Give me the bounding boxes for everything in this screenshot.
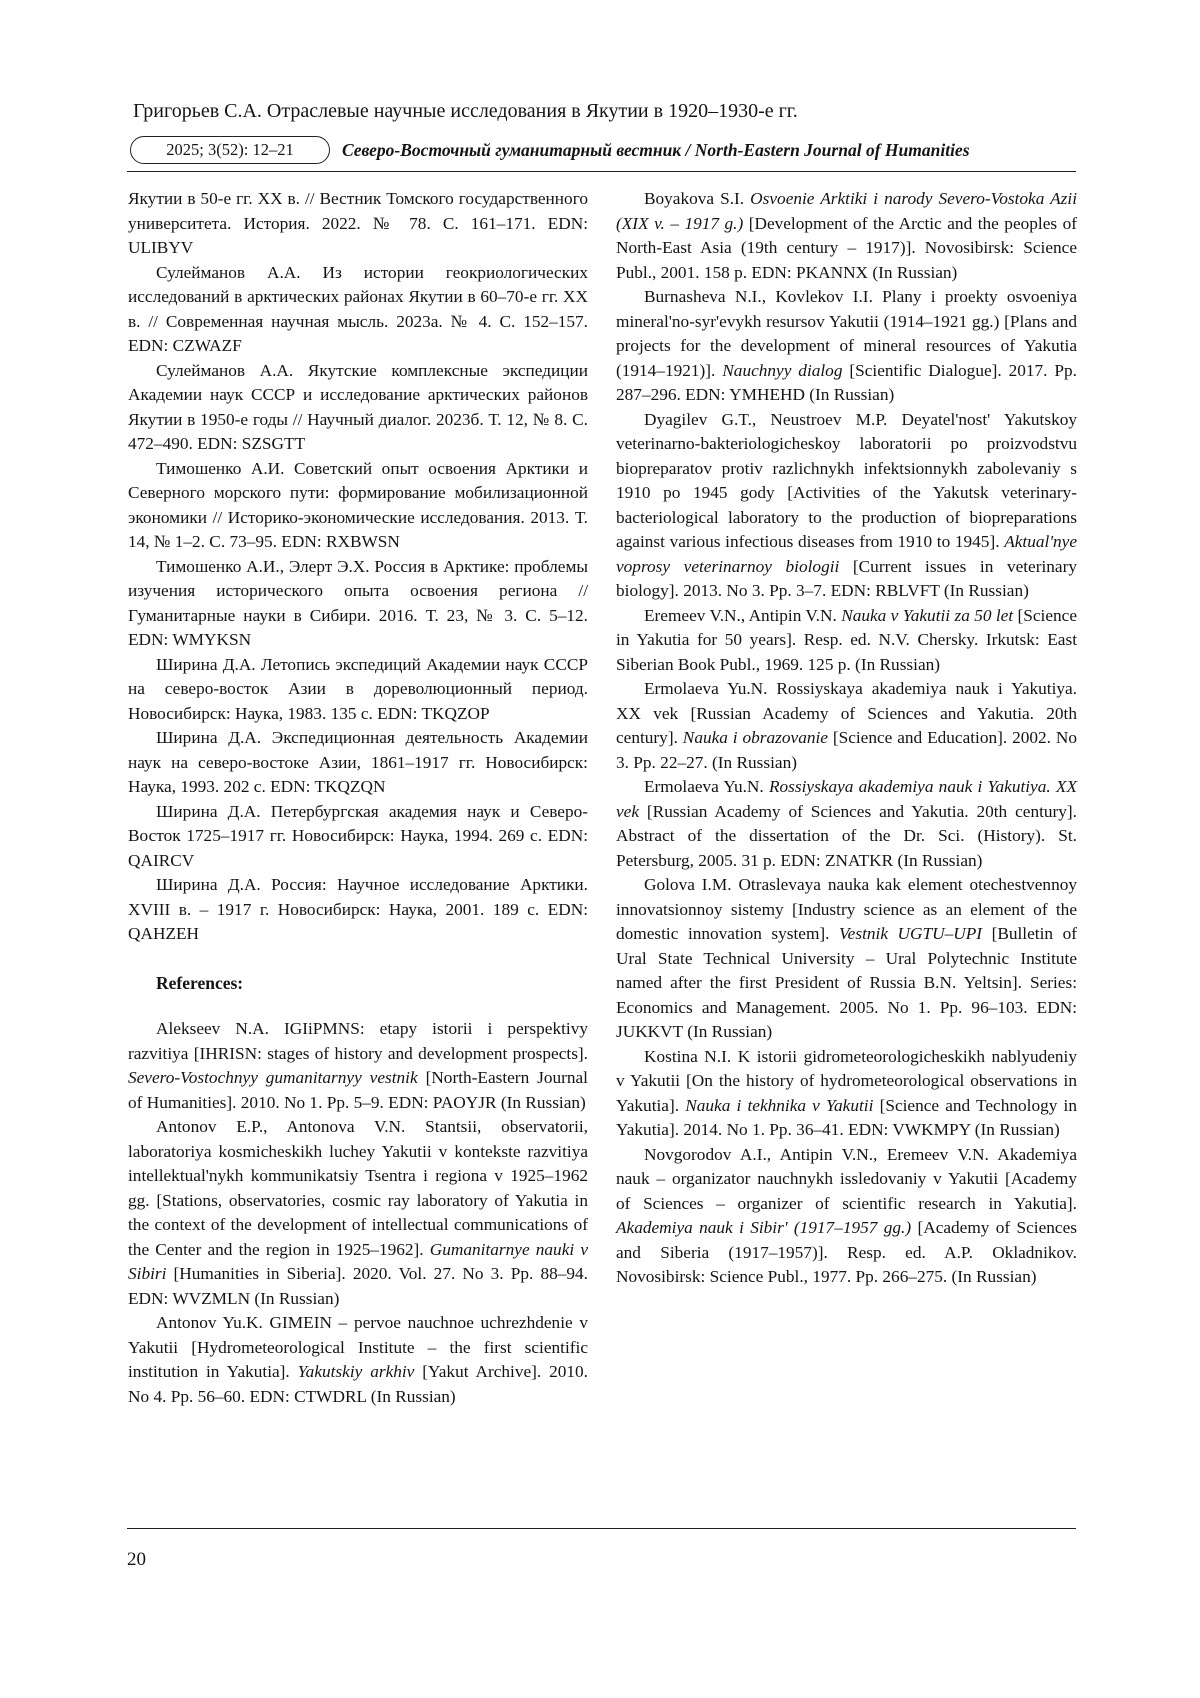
reference-ru: Ширина Д.А. Экспедиционная деятельность Академии наук на северо-востоке Азии, 1861–1917 гг. Новосибирск: Наука, 1993. 202 с. EDN: TKQZQN [128,728,588,796]
reference-en: Burnasheva N.I., Kovlekov I.I. Plany i proekty osvoeniya mineral'no-syr'evykh resursov Yakutii (1914–1921 gg.) [Plans and projects for the development of mineral resources of Yakutia (1914–1921)]. Nauchnyy dialog [Scientific Dialogue]. 2017. Pp. 287–296. EDN: YMHEHD (In Russian) [616,287,1077,404]
reference-en: Boyakova S.I. Osvoenie Arktiki i narody Severo-Vostoka Azii (XIX v. – 1917 g.) [Development of the Arctic and the peoples of North-East Asia (19th century – 1917)]. Novosibirsk: Science Publ., 2001. 158 p. EDN: PKANNX (In Russian) [616,189,1077,282]
reference-en: Antonov Yu.K. GIMEIN – pervoe nauchnoe uchrezhdenie v Yakutii [Hydrometeorological Institute – the first scientific institution in Yakutia]. Yakutskiy arkhiv [Yakut Archive]. 2010. No 4. Pp. 56–60. EDN: CTWDRL (In Russian) [128,1313,588,1406]
references-heading: References: [156,972,244,993]
reference-en: Novgorodov A.I., Antipin V.N., Eremeev V.N. Akademiya nauk – organizator nauchnykh issledovaniy v Yakutii [Academy of Sciences – organizer of scientific research in Yakutia]. Akademiya nauk i Sibir' (1917–1957 gg.) [Academy of Sciences and Siberia (1917–1957)]. Resp. ed. A.P. Okladnikov. Novosibirsk: Science Publ., 1977. Pp. 266–275. (In Russian) [616,1144,1077,1286]
right-column [616,187,1077,1290]
reference-en: Ermolaeva Yu.N. Rossiyskaya akademiya nauk i Yakutiya. XX vek [Russian Academy of Sciences and Yakutia. 20th century]. Abstract of the dissertation of the Dr. Sci. (History). St. Petersburg, 2005. 31 p. EDN: ZNATKR (In Russian) [616,777,1078,870]
reference-ru: Ширина Д.А. Летопись экспедиций Академии наук СССР на северо-восток Азии в дореволюционный период. Новосибирск: Наука, 1983. 135 с. EDN: TKQZOP [128,654,588,723]
reference-ru: Сулейманов А.А. Из истории геокриологических исследований в арктических районах Якутии в 60–70-е гг. XX в. // Современная научная мысль. 2023а. № 4. С. 152–157. EDN: CZWAZF [128,262,588,355]
reference-ru: Якутии в 50-е гг. XX в. // Вестник Томского государственного университета. История. 2022. № 78. С. 161–171. EDN: ULIBYV [128,189,588,257]
reference-en: Eremeev V.N., Antipin V.N. Nauka v Yakutii za 50 let [Science in Yakutia for 50 years]. Resp. ed. N.V. Chersky. Irkutsk: East Siberian Book Publ., 1969. 125 p. (In Russian) [616,605,1077,674]
reference-ru: Тимошенко А.И., Элерт Э.Х. Россия в Арктике: проблемы изучения исторического опыта освоения региона // Гуманитарные науки в Сибири. 2016. Т. 23, № 3. С. 5–12. EDN: WMYKSN [128,556,588,649]
reference-en: Antonov E.P., Antonova V.N. Stantsii, observatorii, laboratoriya kosmicheskikh luchey Yakutii v kontekste razvitiya intellektual'nykh kommunikatsiy Tsentra i regiona v 1925–1962 gg. [Stations, observatories, cosmic ray laboratory of Yakutia in the context of the development of intellectual communications of the Center and the region in 1925–1962]. Gumanitarnye nauki v Sibiri [Humanities in Siberia]. 2020. Vol. 27. No 3. Pp. 88–94. EDN: WVZMLN (In Russian) [128,1117,588,1308]
reference-ru: Тимошенко А.И. Советский опыт освоения Арктики и Северного морского пути: формирование мобилизационной экономики // Историко-экономические исследования. 2013. Т. 14, № 1–2. С. 73–95. EDN: RXBWSN [128,458,588,551]
left-column [128,187,588,1409]
reference-en: Ermolaeva Yu.N. Rossiyskaya akademiya nauk i Yakutiya. XX vek [Russian Academy of Sciences and Yakutia. 20th century]. Nauka i obrazovanie [Science and Education]. 2002. No 3. Pp. 22–27. (In Russian) [616,679,1078,772]
reference-en: Alekseev N.A. IGIiPMNS: etapy istorii i perspektivy razvitiya [IHRISN: stages of history and development prospects]. Severo-Vostochnyy gumanitarnyy vestnik [North-Eastern Journal of Humanities]. 2010. No 1. Pp. 5–9. EDN: PAOYJR (In Russian) [128,1019,588,1112]
journal-name: Северо-Восточный гуманитарный вестник / North-Eastern Journal of Humanities [342,140,970,160]
reference-en: Dyagilev G.T., Neustroev M.P. Deyatel'nost' Yakutskoy veterinarno-bakteriologicheskoy laboratorii po proizvodstvu biopreparatov protiv razlichnykh infektsionnykh zabolevaniy s 1910 po 1945 gody [Activities of the Yakutsk veterinary-bacteriological laboratory to the production of biopreparations against various infectious diseases from 1910 to 1945]. Aktual'nye voprosy veterinarnoy biologii [Current issues in veterinary biology]. 2013. No 3. Pp. 3–7. EDN: RBLVFT (In Russian) [616,409,1077,600]
issue-badge: 2025; 3(52): 12–21 [130,136,330,164]
running-title: Григорьев С.А. Отраслевые научные исследования в Якутии в 1920–1930-е гг. [133,100,798,122]
reference-en: Kostina N.I. K istorii gidrometeorologicheskikh nablyudeniy v Yakutii [On the history of hydrometeorological observations in Yakutia]. Nauka i tekhnika v Yakutii [Science and Technology in Yakutia]. 2014. No 1. Pp. 36–41. EDN: VWKMPY (In Russian) [616,1046,1077,1139]
footer-rule [127,1528,1076,1529]
reference-en: Golova I.M. Otraslevaya nauka kak element otechestvennoy innovatsionnoy sistemy [Industry science as an element of the domestic innovation system]. Vestnik UGTU–UPI [Bulletin of Ural State Technical University – Ural Polytechnic Institute named after the first President of Russia B.N. Yeltsin]. Series: Economics and Management. 2005. No 1. Pp. 96–103. EDN: JUKKVT (In Russian) [616,875,1077,1041]
reference-ru: Ширина Д.А. Россия: Научное исследование Арктики. XVIII в. – 1917 г. Новосибирск: Наука, 2001. 189 с. EDN: QAHZEH [128,875,588,943]
reference-ru: Сулейманов А.А. Якутские комплексные экспедиции Академии наук СССР и исследование арктических районов Якутии в 1950-е годы // Научный диалог. 2023б. Т. 12, № 8. С. 472–490. EDN: SZSGTT [128,360,588,453]
reference-ru: Ширина Д.А. Петербургская академия наук и Северо-Восток 1725–1917 гг. Новосибирск: Наука, 1994. 269 с. EDN: QAIRCV [128,801,588,870]
page-number: 20 [127,1549,146,1570]
header-rule [127,171,1076,172]
